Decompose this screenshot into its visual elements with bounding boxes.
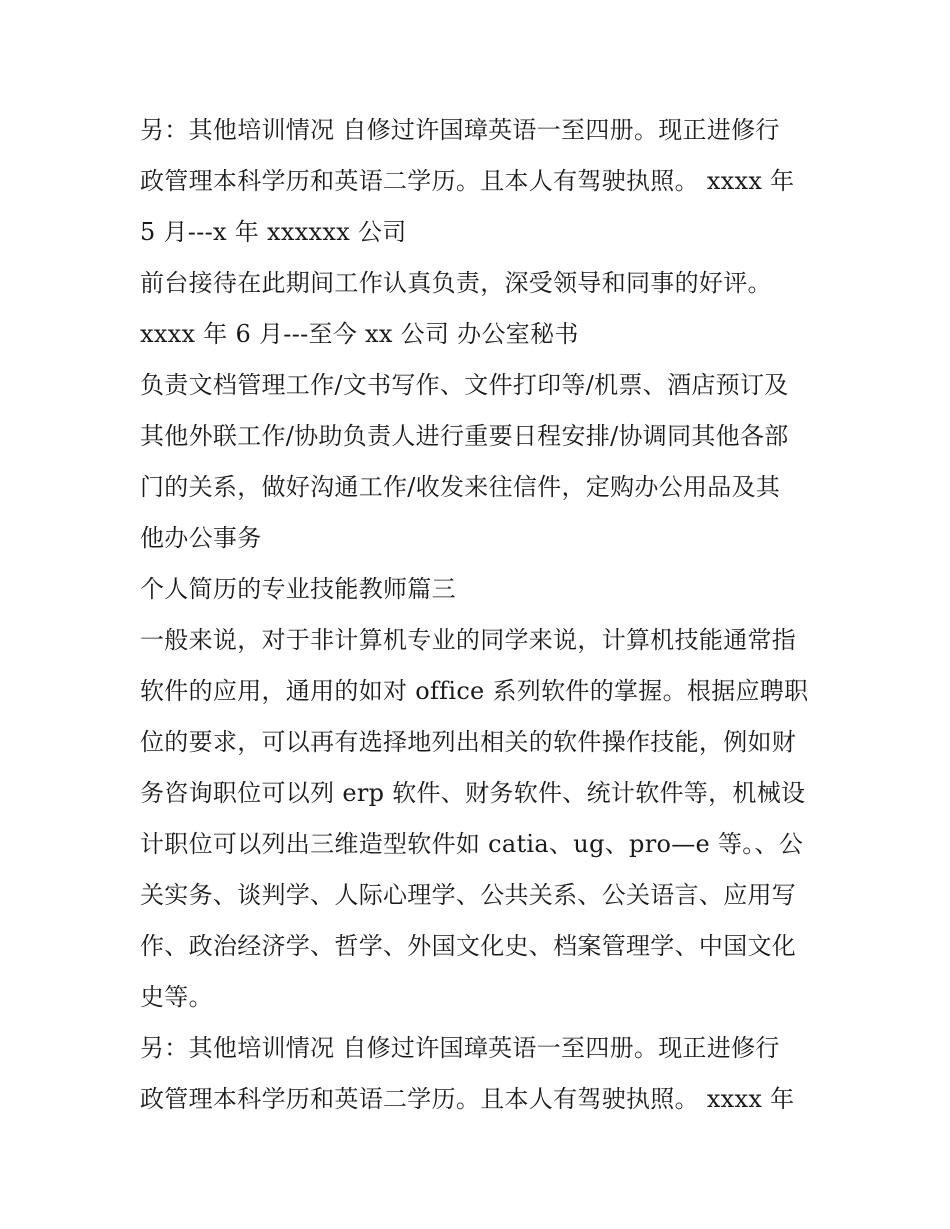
text-line: 一般来说，对于非计算机专业的同学来说，计算机技能通常指 (140, 626, 797, 654)
text-line: 关实务、谈判学、人际心理学、公共关系、公关语言、应用写 (140, 881, 797, 909)
section-heading: 个人简历的专业技能教师篇三 (140, 575, 456, 603)
text-line: 位的要求，可以再有选择地列出相关的软件操作技能，例如财 (140, 728, 797, 756)
text-line: 另：其他培训情况 自修过许国璋英语一至四册。现正进修行 (140, 116, 780, 144)
text-line: xxxx 年 6 月---至今 xx 公司 办公室秘书 (140, 320, 579, 348)
text-line: 负责文档管理工作/文书写作、文件打印等/机票、酒店预订及 (140, 371, 789, 399)
text-line: 另：其他培训情况 自修过许国璋英语一至四册。现正进修行 (140, 1034, 780, 1062)
text-line: 门的关系，做好沟通工作/收发来往信件，定购办公用品及其 (140, 473, 781, 501)
text-line: 政管理本科学历和英语二学历。且本人有驾驶执照。 xxxx 年 (140, 1085, 795, 1113)
document-body (140, 105, 820, 1125)
text-line: 其他外联工作/协助负责人进行重要日程安排/协调同其他各部 (140, 422, 789, 450)
text-line: 史等。 (140, 983, 213, 1011)
text-line: 5 月---x 年 xxxxxx 公司 (140, 218, 407, 246)
text-line: 政管理本科学历和英语二学历。且本人有驾驶执照。 xxxx 年 (140, 167, 795, 195)
text-line: 前台接待在此期间工作认真负责，深受领导和同事的好评。 (140, 269, 772, 297)
text-line: 作、政治经济学、哲学、外国文化史、档案管理学、中国文化 (140, 932, 797, 960)
text-line: 他办公事务 (140, 524, 262, 552)
text-line: 软件的应用，通用的如对 office 系列软件的掌握。根据应聘职 (140, 677, 809, 705)
text-line: 计职位可以列出三维造型软件如 catia、ug、pro—e 等。、公 (140, 830, 804, 858)
text-line: 务咨询职位可以列 erp 软件、财务软件、统计软件等，机械设 (140, 779, 806, 807)
